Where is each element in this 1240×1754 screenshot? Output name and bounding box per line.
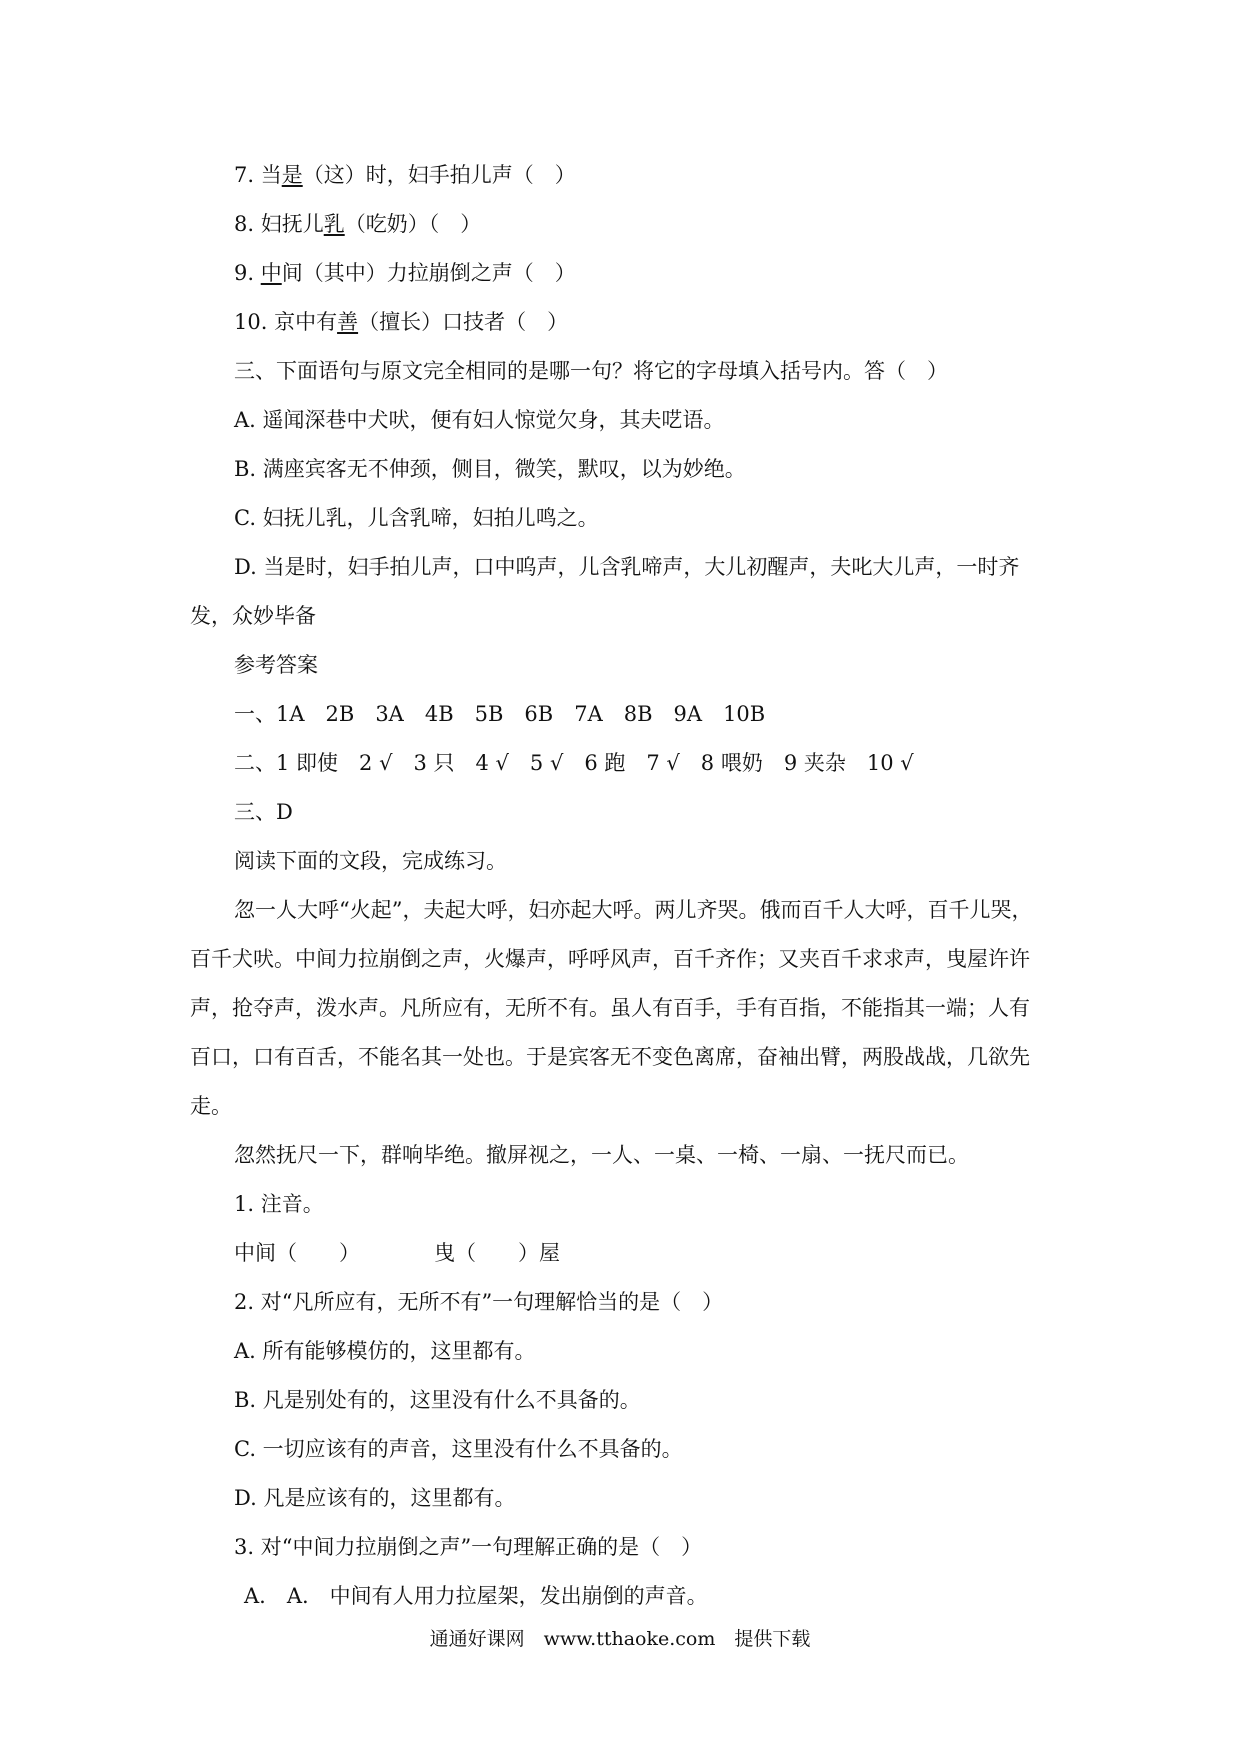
answers-heading: 参考答案 (234, 653, 318, 677)
exercise-3: 3. 对“中间力拉崩倒之声”一句理解正确的是（ ） (234, 1535, 703, 1559)
underlined-char: 乳 (323, 212, 345, 236)
exercise-2-option-d: D. 凡是应该有的，这里都有。 (234, 1486, 516, 1510)
question-7 (234, 160, 576, 190)
part3-option-c: C. 妇抚儿乳，儿含乳啼，妇拍儿鸣之。 (234, 506, 599, 530)
question-text: （吃奶）（ ） (344, 212, 482, 236)
exercise-3-option-a: A. A. 中间有人用力拉屋架，发出崩倒的声音。 (244, 1584, 708, 1608)
exercise-1-item1: 中间（ ） (234, 1241, 360, 1265)
underlined-char: 中 (260, 261, 282, 285)
page-footer: 通通好课网 www.tthaoke.com 提供下载 (429, 1628, 811, 1650)
question-text: 10. 京中有 (234, 310, 338, 334)
reading-para2: 忽然抚尺一下，群响毕绝。撤屏视之，一人、一桌、一椅、一扇、一抚尺而已。 (234, 1143, 969, 1167)
part3-option-d-cont: 发，众妙毕备 (190, 604, 316, 628)
question-9 (234, 258, 576, 288)
exercise-2-option-c: C. 一切应该有的声音，这里没有什么不具备的。 (234, 1437, 683, 1461)
question-text: 7. 当 (234, 163, 282, 187)
reading-instruction: 阅读下面的文段，完成练习。 (234, 849, 507, 873)
exercise-1: 1. 注音。 (234, 1192, 324, 1216)
question-text: （这）时，妇手拍儿声（ ） (302, 163, 576, 187)
underlined-char: 善 (337, 310, 359, 334)
part3-option-d: D. 当是时，妇手拍儿声，口中呜声，儿含乳啼声，大儿初醒声，夫叱大儿声，一时齐 (234, 555, 1020, 579)
answers-part3: 三、D (234, 800, 293, 824)
reading-para1-line: 百口，口有百舌，不能名其一处也。于是宾客无不变色离席，奋袖出臂，两股战战，几欲先 (190, 1045, 1030, 1069)
question-10 (234, 307, 568, 337)
question-text: 间（其中）力拉崩倒之声（ ） (281, 261, 576, 285)
exercise-2-option-b: B. 凡是别处有的，这里没有什么不具备的。 (234, 1388, 641, 1412)
question-text: （擅长）口技者（ ） (358, 310, 569, 334)
part3-option-b: B. 满座宾客无不伸颈，侧目，微笑，默叹，以为妙绝。 (234, 457, 746, 481)
question-8 (234, 209, 481, 239)
part3-question: 三、下面语句与原文完全相同的是哪一句？将它的字母填入括号内。答（ ） (234, 359, 948, 383)
question-text: 9. (234, 261, 261, 285)
reading-para1-line: 百千犬吠。中间力拉崩倒之声，火爆声，呼呼风声，百千齐作；又夹百千求求声，曳屋许许 (190, 947, 1030, 971)
exercise-2: 2. 对“凡所应有，无所不有”一句理解恰当的是（ ） (234, 1290, 724, 1314)
exercise-1-item2: 曳（ ）屋 (434, 1241, 560, 1265)
part3-option-a: A. 遥闻深巷中犬吠，便有妇人惊觉欠身，其夫呓语。 (234, 408, 725, 432)
reading-para1-line: 声，抢夺声，泼水声。凡所应有，无所不有。虽人有百手，手有百指，不能指其一端；人有 (190, 996, 1030, 1020)
reading-para1-line: 走。 (190, 1094, 232, 1118)
reading-para1-line: 忽一人大呼“火起”，夫起大呼，妇亦起大呼。两儿齐哭。俄而百千人大呼，百千儿哭， (234, 898, 1033, 922)
answers-part2: 二、1 即使 2 √ 3 只 4 √ 5 √ 6 跑 7 √ 8 喂奶 9 夹杂 10 √ (234, 751, 914, 775)
question-text: 8. 妇抚儿 (234, 212, 324, 236)
underlined-char: 是 (281, 163, 303, 187)
answers-part1: 一、1A 2B 3A 4B 5B 6B 7A 8B 9A 10B (234, 702, 766, 726)
exercise-2-option-a: A. 所有能够模仿的，这里都有。 (234, 1339, 536, 1363)
